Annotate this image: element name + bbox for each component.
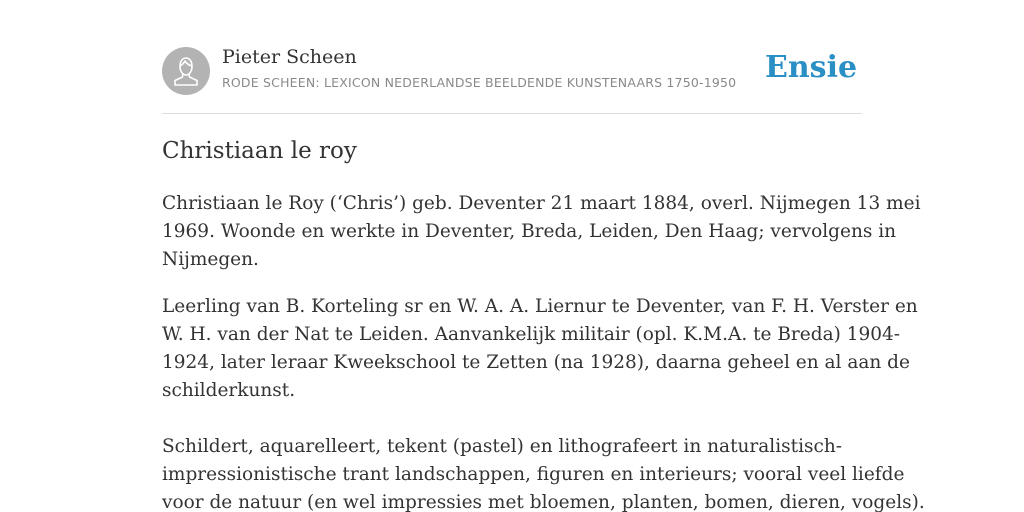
paragraph-line: impressionistische trant landschappen, figuren en interieurs; vooral veel liefde: [162, 464, 905, 485]
author-name[interactable]: Pieter Scheen: [222, 46, 357, 68]
article-title: Christiaan le roy: [162, 138, 357, 164]
source-title[interactable]: RODE SCHEEN: LEXICON NEDERLANDSE BEELDENDE KUNSTENAARS 1750-1950: [222, 75, 737, 90]
paragraph-line: schilderkunst.: [162, 380, 296, 401]
user-icon[interactable]: [162, 47, 210, 95]
article-paragraph-2: [162, 293, 918, 405]
article-paragraph-1: [162, 190, 921, 274]
article-paragraph-3: [162, 433, 925, 512]
paragraph-line: Schildert, aquarelleert, tekent (pastel) en lithografeert in naturalistisch-: [162, 436, 843, 457]
header-divider: [162, 113, 862, 114]
paragraph-line: W. H. van der Nat te Leiden. Aanvankelijk militair (opl. K.M.A. te Breda) 1904-: [162, 324, 901, 345]
paragraph-line: 1969. Woonde en werkte in Deventer, Breda, Leiden, Den Haag; vervolgens in: [162, 221, 897, 242]
author-header: [162, 46, 862, 96]
paragraph-line: Leerling van B. Korteling sr en W. A. A. Liernur te Deventer, van F. H. Verster en: [162, 296, 918, 317]
paragraph-line: Christiaan le Roy (‘Chris’) geb. Deventer 21 maart 1884, overl. Nijmegen 13 mei: [162, 193, 921, 214]
paragraph-line: 1924, later leraar Kweekschool te Zetten (na 1928), daarna geheel en al aan de: [162, 352, 910, 373]
paragraph-line: voor de natuur (en wel impressies met bloemen, planten, bomen, dieren, vogels).: [162, 492, 925, 512]
paragraph-line: Nijmegen.: [162, 249, 259, 270]
ensie-logo[interactable]: Ensie: [765, 50, 858, 85]
